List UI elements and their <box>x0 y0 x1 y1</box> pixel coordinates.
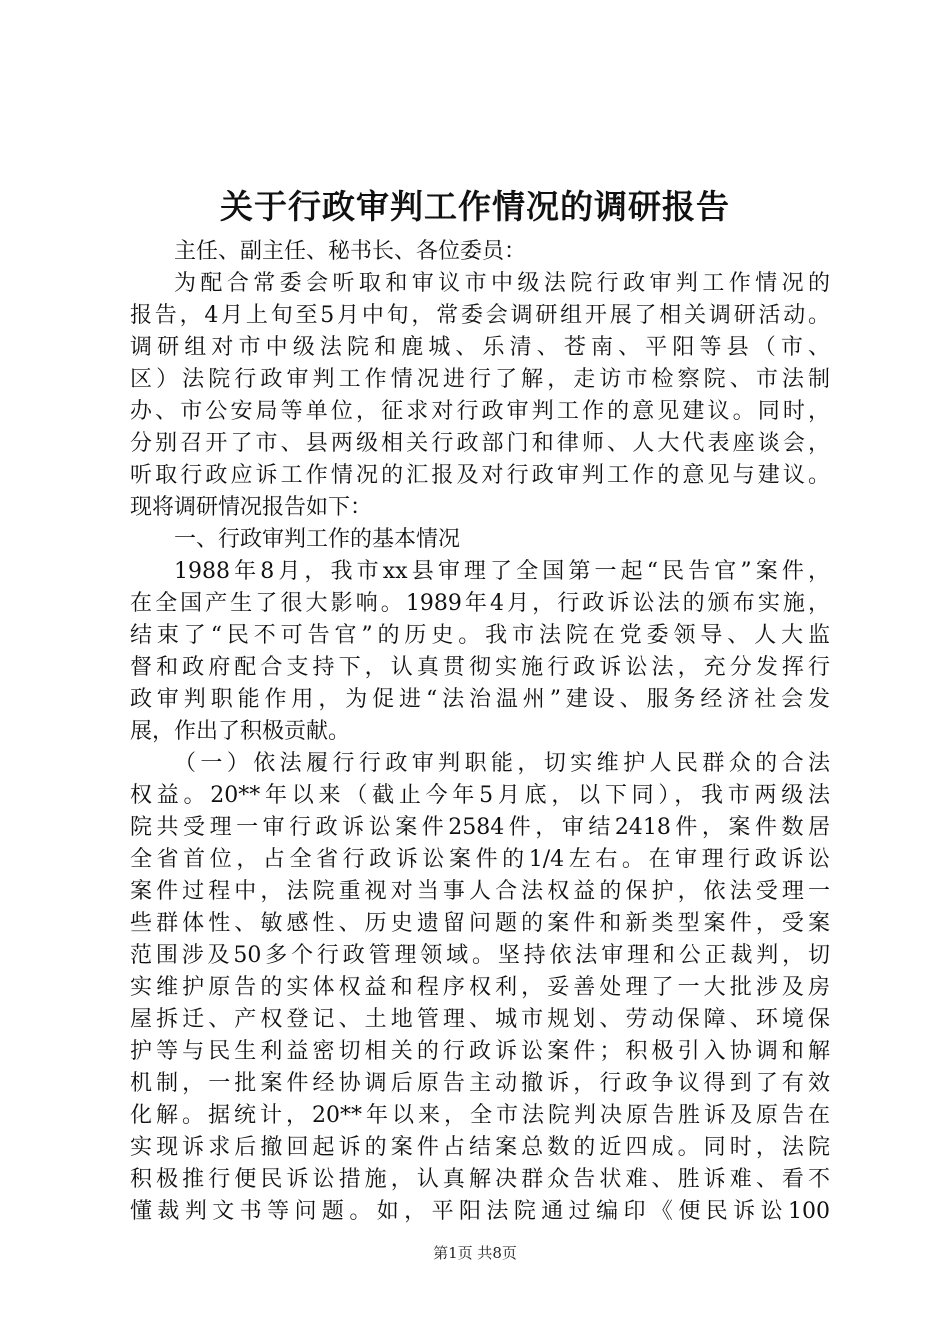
paragraph-line: 范围涉及50多个行政管理领域。坚持依法审理和公正裁判，切 <box>130 943 830 968</box>
paragraph-line: 政审判职能作用，为促进“法治温州”建设、服务经济社会发 <box>130 687 830 712</box>
paragraph-line: 懂裁判文书等问题。如，平阳法院通过编印《便民诉讼100 <box>130 1199 830 1224</box>
paragraph-line: 机制，一批案件经协调后原告主动撤诉，行政争议得到了有效 <box>130 1071 830 1096</box>
paragraph-line: 办、市公安局等单位，征求对行政审判工作的意见建议。同时， <box>130 399 830 424</box>
paragraph-line: 些群体性、敏感性、历史遗留问题的案件和新类型案件，受案 <box>130 911 830 936</box>
section-heading: 一、行政审判工作的基本情况 <box>174 527 461 552</box>
paragraph-line: （一）依法履行行政审判职能，切实维护人民群众的合法 <box>174 751 830 776</box>
paragraph-line: 为配合常委会听取和审议市中级法院行政审判工作情况的 <box>174 271 830 296</box>
paragraph-line: 展，作出了积极贡献。 <box>130 719 351 744</box>
page-footer: 第1页 共8页 <box>433 1244 517 1262</box>
paragraph-line: 报告，4月上旬至5月中旬，常委会调研组开展了相关调研活动。 <box>130 303 830 328</box>
salutation-line: 主任、副主任、秘书长、各位委员： <box>174 239 527 264</box>
paragraph-line: 化解。据统计，20**年以来，全市法院判决原告胜诉及原告在 <box>130 1103 830 1128</box>
paragraph-line: 督和政府配合支持下，认真贯彻实施行政诉讼法，充分发挥行 <box>130 655 830 680</box>
paragraph-line: 区）法院行政审判工作情况进行了解，走访市检察院、市法制 <box>130 367 830 392</box>
paragraph-line: 护等与民生利益密切相关的行政诉讼案件；积极引入协调和解 <box>130 1039 830 1064</box>
paragraph-line: 屋拆迁、产权登记、土地管理、城市规划、劳动保障、环境保 <box>130 1007 830 1032</box>
paragraph-line: 调研组对市中级法院和鹿城、乐清、苍南、平阳等县（市、 <box>130 335 830 360</box>
paragraph-line: 分别召开了市、县两级相关行政部门和律师、人大代表座谈会， <box>130 431 830 456</box>
paragraph-line: 实现诉求后撤回起诉的案件占结案总数的近四成。同时，法院 <box>130 1135 830 1160</box>
paragraph-line: 现将调研情况报告如下： <box>130 495 373 520</box>
paragraph-line: 案件过程中，法院重视对当事人合法权益的保护，依法受理一 <box>130 879 830 904</box>
paragraph-line: 实维护原告的实体权益和程序权利，妥善处理了一大批涉及房 <box>130 975 830 1000</box>
paragraph-line: 结束了“民不可告官”的历史。我市法院在党委领导、人大监 <box>130 623 830 648</box>
paragraph-line: 1988年8月，我市xx县审理了全国第一起“民告官”案件， <box>174 559 830 584</box>
paragraph-line: 在全国产生了很大影响。1989年4月，行政诉讼法的颁布实施， <box>130 591 830 616</box>
paragraph-line: 院共受理一审行政诉讼案件2584件，审结2418件，案件数居 <box>130 815 830 840</box>
paragraph-line: 权益。20**年以来（截止今年5月底，以下同），我市两级法 <box>130 783 830 808</box>
document-title: 关于行政审判工作情况的调研报告 <box>220 187 730 226</box>
document-body <box>130 236 830 1228</box>
paragraph-line: 积极推行便民诉讼措施，认真解决群众告状难、胜诉难、看不 <box>130 1167 830 1192</box>
paragraph-line: 全省首位，占全省行政诉讼案件的1/4左右。在审理行政诉讼 <box>130 847 830 872</box>
paragraph-line: 听取行政应诉工作情况的汇报及对行政审判工作的意见与建议。 <box>130 463 830 488</box>
